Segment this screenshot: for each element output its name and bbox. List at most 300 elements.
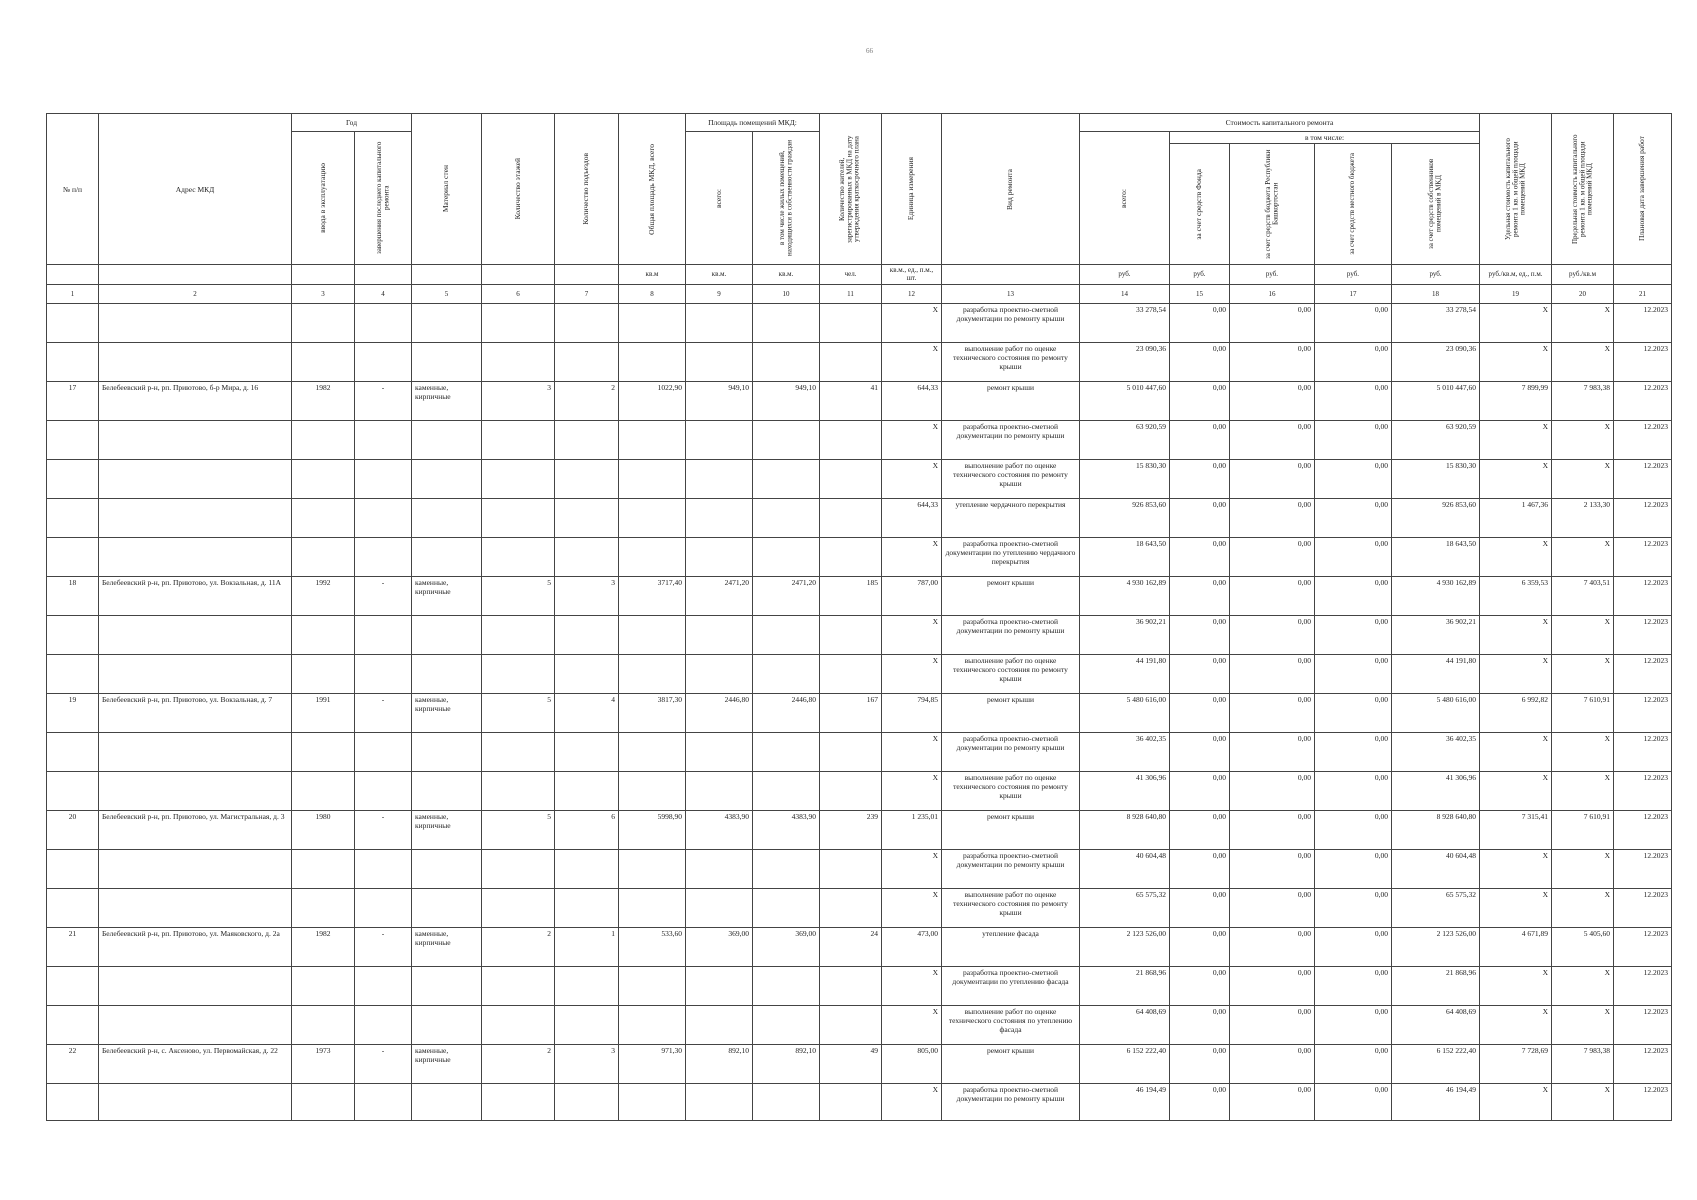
year-repair-cell bbox=[355, 1005, 412, 1044]
cost-total-cell: 4 930 162,89 bbox=[1080, 576, 1170, 615]
residents-cell bbox=[820, 342, 882, 381]
work-type-cell: ремонт крыши bbox=[942, 810, 1080, 849]
header-max-cost: Предельная стоимость капитального ремонта 1 кв. м общей площади помещений МКД bbox=[1552, 114, 1614, 265]
total-area-cell bbox=[619, 303, 686, 342]
unit-cell: руб. bbox=[1080, 265, 1170, 285]
cost-total-cell: 5 480 616,00 bbox=[1080, 693, 1170, 732]
budget-local-cell: 0,00 bbox=[1315, 1005, 1392, 1044]
area-total-cell bbox=[686, 654, 753, 693]
total-area-cell bbox=[619, 1005, 686, 1044]
address-cell bbox=[99, 732, 292, 771]
planned-date-cell: 12.2023 bbox=[1614, 693, 1672, 732]
row-number bbox=[47, 615, 99, 654]
address-cell bbox=[99, 771, 292, 810]
area-total-cell: 369,00 bbox=[686, 927, 753, 966]
total-area-cell bbox=[619, 966, 686, 1005]
planned-date-cell: 12.2023 bbox=[1614, 342, 1672, 381]
area-residential-cell: 4383,90 bbox=[753, 810, 820, 849]
floors-cell bbox=[482, 1005, 555, 1044]
work-type-cell: ремонт крыши bbox=[942, 381, 1080, 420]
row-number bbox=[47, 654, 99, 693]
max-cost-cell: 5 405,60 bbox=[1552, 927, 1614, 966]
header-budget-local: за счет средств местного бюджета bbox=[1315, 144, 1392, 265]
entrances-cell bbox=[555, 1083, 619, 1120]
budget-rb-cell: 0,00 bbox=[1230, 1005, 1315, 1044]
header-unit-cost: Удельная стоимость капитального ремонта 1 кв. м общей площади помещений МКД bbox=[1480, 114, 1552, 265]
residents-cell bbox=[820, 498, 882, 537]
fund-cell: 0,00 bbox=[1170, 1083, 1230, 1120]
area-residential-cell: 369,00 bbox=[753, 927, 820, 966]
area-residential-cell: 2471,20 bbox=[753, 576, 820, 615]
col-number: 17 bbox=[1315, 284, 1392, 303]
address-cell: Белебеевский р-н, рп. Приютово, ул. Магистральная, д. 3 bbox=[99, 810, 292, 849]
budget-local-cell: 0,00 bbox=[1315, 1044, 1392, 1083]
planned-date-cell: 12.2023 bbox=[1614, 771, 1672, 810]
cost-total-cell: 64 408,69 bbox=[1080, 1005, 1170, 1044]
owners-cell: 63 920,59 bbox=[1392, 420, 1480, 459]
budget-rb-cell: 0,00 bbox=[1230, 1083, 1315, 1120]
quantity-cell: X bbox=[882, 615, 942, 654]
owners-cell: 33 278,54 bbox=[1392, 303, 1480, 342]
area-residential-cell bbox=[753, 1005, 820, 1044]
planned-date-cell: 12.2023 bbox=[1614, 615, 1672, 654]
work-type-cell: разработка проектно-сметной документации по ремонту крыши bbox=[942, 420, 1080, 459]
wall-material-cell bbox=[412, 498, 482, 537]
row-number bbox=[47, 732, 99, 771]
owners-cell: 2 123 526,00 bbox=[1392, 927, 1480, 966]
total-area-cell bbox=[619, 849, 686, 888]
year-repair-cell bbox=[355, 342, 412, 381]
work-type-cell: выполнение работ по оценке технического состояния по ремонту крыши bbox=[942, 654, 1080, 693]
cost-total-cell: 2 123 526,00 bbox=[1080, 927, 1170, 966]
table-row bbox=[47, 537, 1672, 576]
unit-cell: кв.м. bbox=[753, 265, 820, 285]
entrances-cell bbox=[555, 1005, 619, 1044]
unit-cost-cell: X bbox=[1480, 849, 1552, 888]
planned-date-cell: 12.2023 bbox=[1614, 966, 1672, 1005]
residents-cell bbox=[820, 615, 882, 654]
planned-date-cell: 12.2023 bbox=[1614, 1083, 1672, 1120]
budget-rb-cell: 0,00 bbox=[1230, 732, 1315, 771]
planned-date-cell: 12.2023 bbox=[1614, 732, 1672, 771]
entrances-cell bbox=[555, 849, 619, 888]
table-row bbox=[47, 1044, 1672, 1083]
capital-repair-plan-table bbox=[46, 113, 1672, 1121]
total-area-cell bbox=[619, 420, 686, 459]
table-row bbox=[47, 342, 1672, 381]
area-residential-cell bbox=[753, 303, 820, 342]
quantity-cell: 794,85 bbox=[882, 693, 942, 732]
floors-cell: 2 bbox=[482, 1044, 555, 1083]
area-total-cell bbox=[686, 537, 753, 576]
total-area-cell bbox=[619, 888, 686, 927]
unit-cost-cell: X bbox=[1480, 732, 1552, 771]
entrances-cell bbox=[555, 888, 619, 927]
unit-cell: кв.м. bbox=[686, 265, 753, 285]
quantity-cell: X bbox=[882, 459, 942, 498]
year-commission-cell bbox=[292, 888, 355, 927]
fund-cell: 0,00 bbox=[1170, 303, 1230, 342]
unit-cost-cell: X bbox=[1480, 615, 1552, 654]
year-commission-cell bbox=[292, 303, 355, 342]
owners-cell: 46 194,49 bbox=[1392, 1083, 1480, 1120]
unit-cost-cell: X bbox=[1480, 1005, 1552, 1044]
col-number: 7 bbox=[555, 284, 619, 303]
cost-total-cell: 21 868,96 bbox=[1080, 966, 1170, 1005]
area-residential-cell bbox=[753, 732, 820, 771]
work-type-cell: разработка проектно-сметной документации по ремонту крыши bbox=[942, 303, 1080, 342]
header-num: № п/п bbox=[47, 114, 99, 265]
table-row bbox=[47, 771, 1672, 810]
planned-date-cell: 12.2023 bbox=[1614, 810, 1672, 849]
floors-cell bbox=[482, 459, 555, 498]
budget-rb-cell: 0,00 bbox=[1230, 927, 1315, 966]
quantity-cell: 1 235,01 bbox=[882, 810, 942, 849]
unit-cell: чел. bbox=[820, 265, 882, 285]
total-area-cell bbox=[619, 732, 686, 771]
area-total-cell bbox=[686, 498, 753, 537]
budget-local-cell: 0,00 bbox=[1315, 654, 1392, 693]
col-number: 15 bbox=[1170, 284, 1230, 303]
col-number: 13 bbox=[942, 284, 1080, 303]
address-cell bbox=[99, 537, 292, 576]
row-number bbox=[47, 888, 99, 927]
year-commission-cell: 1980 bbox=[292, 810, 355, 849]
wall-material-cell bbox=[412, 1005, 482, 1044]
area-total-cell bbox=[686, 732, 753, 771]
owners-cell: 65 575,32 bbox=[1392, 888, 1480, 927]
owners-cell: 23 090,36 bbox=[1392, 342, 1480, 381]
header-year-last-repair: завершения последнего капитального ремонта bbox=[355, 132, 412, 265]
planned-date-cell: 12.2023 bbox=[1614, 654, 1672, 693]
residents-cell bbox=[820, 459, 882, 498]
entrances-cell bbox=[555, 342, 619, 381]
budget-local-cell: 0,00 bbox=[1315, 732, 1392, 771]
total-area-cell bbox=[619, 654, 686, 693]
fund-cell: 0,00 bbox=[1170, 498, 1230, 537]
max-cost-cell: X bbox=[1552, 615, 1614, 654]
wall-material-cell bbox=[412, 732, 482, 771]
wall-material-cell: каменные, кирпичные bbox=[412, 1044, 482, 1083]
budget-local-cell: 0,00 bbox=[1315, 771, 1392, 810]
header-area-total: всего: bbox=[686, 132, 753, 265]
area-total-cell: 2446,80 bbox=[686, 693, 753, 732]
area-total-cell bbox=[686, 303, 753, 342]
col-number: 16 bbox=[1230, 284, 1315, 303]
row-number bbox=[47, 342, 99, 381]
work-type-cell: выполнение работ по оценке технического состояния по ремонту крыши bbox=[942, 888, 1080, 927]
area-residential-cell: 2446,80 bbox=[753, 693, 820, 732]
header-year-group: Год bbox=[292, 114, 412, 132]
table-row bbox=[47, 654, 1672, 693]
fund-cell: 0,00 bbox=[1170, 927, 1230, 966]
wall-material-cell bbox=[412, 459, 482, 498]
entrances-cell bbox=[555, 654, 619, 693]
cost-total-cell: 63 920,59 bbox=[1080, 420, 1170, 459]
area-total-cell bbox=[686, 966, 753, 1005]
max-cost-cell: 7 983,38 bbox=[1552, 1044, 1614, 1083]
area-residential-cell bbox=[753, 342, 820, 381]
floors-cell bbox=[482, 888, 555, 927]
budget-local-cell: 0,00 bbox=[1315, 303, 1392, 342]
budget-local-cell: 0,00 bbox=[1315, 693, 1392, 732]
budget-rb-cell: 0,00 bbox=[1230, 966, 1315, 1005]
area-total-cell bbox=[686, 459, 753, 498]
max-cost-cell: X bbox=[1552, 849, 1614, 888]
area-total-cell bbox=[686, 615, 753, 654]
budget-local-cell: 0,00 bbox=[1315, 1083, 1392, 1120]
total-area-cell bbox=[619, 771, 686, 810]
address-cell bbox=[99, 888, 292, 927]
fund-cell: 0,00 bbox=[1170, 1005, 1230, 1044]
budget-rb-cell: 0,00 bbox=[1230, 342, 1315, 381]
wall-material-cell: каменные, кирпичные bbox=[412, 693, 482, 732]
quantity-cell: 644,33 bbox=[882, 498, 942, 537]
total-area-cell: 3817,30 bbox=[619, 693, 686, 732]
residents-cell: 239 bbox=[820, 810, 882, 849]
fund-cell: 0,00 bbox=[1170, 537, 1230, 576]
fund-cell: 0,00 bbox=[1170, 576, 1230, 615]
table-row bbox=[47, 849, 1672, 888]
floors-cell bbox=[482, 654, 555, 693]
address-cell bbox=[99, 654, 292, 693]
budget-local-cell: 0,00 bbox=[1315, 927, 1392, 966]
unit-cell: руб./кв.м, ед., п.м. bbox=[1480, 265, 1552, 285]
budget-rb-cell: 0,00 bbox=[1230, 1044, 1315, 1083]
header-entrances: Количество подъездов bbox=[555, 114, 619, 265]
total-area-cell: 1022,90 bbox=[619, 381, 686, 420]
table-row bbox=[47, 732, 1672, 771]
fund-cell: 0,00 bbox=[1170, 615, 1230, 654]
planned-date-cell: 12.2023 bbox=[1614, 420, 1672, 459]
entrances-cell: 3 bbox=[555, 576, 619, 615]
year-repair-cell: - bbox=[355, 693, 412, 732]
floors-cell bbox=[482, 303, 555, 342]
work-type-cell: выполнение работ по оценке технического состояния по утеплению фасада bbox=[942, 1005, 1080, 1044]
max-cost-cell: X bbox=[1552, 420, 1614, 459]
year-commission-cell bbox=[292, 615, 355, 654]
owners-cell: 15 830,30 bbox=[1392, 459, 1480, 498]
wall-material-cell: каменные, кирпичные bbox=[412, 810, 482, 849]
unit-cost-cell: X bbox=[1480, 303, 1552, 342]
owners-cell: 4 930 162,89 bbox=[1392, 576, 1480, 615]
col-number: 5 bbox=[412, 284, 482, 303]
row-number bbox=[47, 303, 99, 342]
residents-cell bbox=[820, 654, 882, 693]
fund-cell: 0,00 bbox=[1170, 771, 1230, 810]
cost-total-cell: 36 902,21 bbox=[1080, 615, 1170, 654]
owners-cell: 21 868,96 bbox=[1392, 966, 1480, 1005]
entrances-cell bbox=[555, 966, 619, 1005]
owners-cell: 36 402,35 bbox=[1392, 732, 1480, 771]
floors-cell bbox=[482, 966, 555, 1005]
year-repair-cell bbox=[355, 888, 412, 927]
area-total-cell: 892,10 bbox=[686, 1044, 753, 1083]
year-commission-cell bbox=[292, 1083, 355, 1120]
quantity-cell: X bbox=[882, 303, 942, 342]
unit-cost-cell: 6 992,82 bbox=[1480, 693, 1552, 732]
address-cell bbox=[99, 420, 292, 459]
budget-local-cell: 0,00 bbox=[1315, 537, 1392, 576]
planned-date-cell: 12.2023 bbox=[1614, 576, 1672, 615]
year-repair-cell: - bbox=[355, 1044, 412, 1083]
owners-cell: 41 306,96 bbox=[1392, 771, 1480, 810]
cost-total-cell: 44 191,80 bbox=[1080, 654, 1170, 693]
year-repair-cell: - bbox=[355, 927, 412, 966]
col-number: 20 bbox=[1552, 284, 1614, 303]
total-area-cell bbox=[619, 498, 686, 537]
budget-rb-cell: 0,00 bbox=[1230, 576, 1315, 615]
year-commission-cell bbox=[292, 498, 355, 537]
budget-local-cell: 0,00 bbox=[1315, 420, 1392, 459]
area-residential-cell bbox=[753, 849, 820, 888]
unit-cost-cell: X bbox=[1480, 537, 1552, 576]
budget-rb-cell: 0,00 bbox=[1230, 654, 1315, 693]
entrances-cell bbox=[555, 537, 619, 576]
header-cost-total: всего: bbox=[1080, 132, 1170, 265]
year-commission-cell bbox=[292, 771, 355, 810]
entrances-cell: 2 bbox=[555, 381, 619, 420]
table-row bbox=[47, 498, 1672, 537]
floors-cell: 5 bbox=[482, 693, 555, 732]
year-repair-cell bbox=[355, 1083, 412, 1120]
header-budget-rb: за счет средств бюджета Республики Башкортостан bbox=[1230, 144, 1315, 265]
area-residential-cell bbox=[753, 498, 820, 537]
planned-date-cell: 12.2023 bbox=[1614, 1044, 1672, 1083]
max-cost-cell: 2 133,30 bbox=[1552, 498, 1614, 537]
entrances-cell bbox=[555, 420, 619, 459]
total-area-cell: 971,30 bbox=[619, 1044, 686, 1083]
work-type-cell: разработка проектно-сметной документации по ремонту крыши bbox=[942, 1083, 1080, 1120]
area-residential-cell: 949,10 bbox=[753, 381, 820, 420]
floors-cell bbox=[482, 342, 555, 381]
total-area-cell: 533,60 bbox=[619, 927, 686, 966]
owners-cell: 64 408,69 bbox=[1392, 1005, 1480, 1044]
max-cost-cell: 7 610,91 bbox=[1552, 693, 1614, 732]
budget-rb-cell: 0,00 bbox=[1230, 303, 1315, 342]
unit-cell: руб. bbox=[1315, 265, 1392, 285]
area-total-cell: 2471,20 bbox=[686, 576, 753, 615]
header-address: Адрес МКД bbox=[99, 114, 292, 265]
col-number: 10 bbox=[753, 284, 820, 303]
year-repair-cell: - bbox=[355, 576, 412, 615]
area-residential-cell bbox=[753, 537, 820, 576]
row-number bbox=[47, 1005, 99, 1044]
unit-cost-cell: 4 671,89 bbox=[1480, 927, 1552, 966]
area-residential-cell bbox=[753, 771, 820, 810]
unit-cost-cell: 6 359,53 bbox=[1480, 576, 1552, 615]
fund-cell: 0,00 bbox=[1170, 849, 1230, 888]
address-cell bbox=[99, 498, 292, 537]
cost-total-cell: 46 194,49 bbox=[1080, 1083, 1170, 1120]
table-row bbox=[47, 615, 1672, 654]
year-commission-cell bbox=[292, 459, 355, 498]
year-repair-cell bbox=[355, 420, 412, 459]
year-commission-cell bbox=[292, 1005, 355, 1044]
unit-cost-cell: X bbox=[1480, 888, 1552, 927]
unit-cost-cell: X bbox=[1480, 1083, 1552, 1120]
residents-cell bbox=[820, 966, 882, 1005]
fund-cell: 0,00 bbox=[1170, 693, 1230, 732]
year-repair-cell bbox=[355, 459, 412, 498]
row-number: 17 bbox=[47, 381, 99, 420]
fund-cell: 0,00 bbox=[1170, 654, 1230, 693]
year-repair-cell: - bbox=[355, 381, 412, 420]
area-total-cell: 4383,90 bbox=[686, 810, 753, 849]
fund-cell: 0,00 bbox=[1170, 459, 1230, 498]
row-number: 18 bbox=[47, 576, 99, 615]
year-commission-cell bbox=[292, 654, 355, 693]
floors-cell bbox=[482, 849, 555, 888]
budget-rb-cell: 0,00 bbox=[1230, 615, 1315, 654]
floors-cell bbox=[482, 537, 555, 576]
table-row bbox=[47, 303, 1672, 342]
unit-cell: руб. bbox=[1170, 265, 1230, 285]
header-residents: Количество жителей, зарегистрированных в МКД на дату утверждения краткосрочного плана bbox=[820, 114, 882, 265]
work-type-cell: разработка проектно-сметной документации по утеплению чердачного перекрытия bbox=[942, 537, 1080, 576]
work-type-cell: выполнение работ по оценке технического состояния по ремонту крыши bbox=[942, 771, 1080, 810]
header-area-group: Площадь помещений МКД: bbox=[686, 114, 820, 132]
residents-cell: 167 bbox=[820, 693, 882, 732]
year-repair-cell bbox=[355, 303, 412, 342]
max-cost-cell: 7 403,51 bbox=[1552, 576, 1614, 615]
table-body bbox=[47, 303, 1672, 1120]
area-total-cell bbox=[686, 420, 753, 459]
table-row bbox=[47, 888, 1672, 927]
area-residential-cell bbox=[753, 615, 820, 654]
budget-local-cell: 0,00 bbox=[1315, 381, 1392, 420]
residents-cell bbox=[820, 1083, 882, 1120]
budget-local-cell: 0,00 bbox=[1315, 810, 1392, 849]
quantity-cell: X bbox=[882, 849, 942, 888]
budget-local-cell: 0,00 bbox=[1315, 966, 1392, 1005]
budget-rb-cell: 0,00 bbox=[1230, 537, 1315, 576]
year-commission-cell: 1992 bbox=[292, 576, 355, 615]
planned-date-cell: 12.2023 bbox=[1614, 537, 1672, 576]
address-cell: Белебеевский р-н, с. Аксеново, ул. Первомайская, д. 22 bbox=[99, 1044, 292, 1083]
max-cost-cell: 7 610,91 bbox=[1552, 810, 1614, 849]
max-cost-cell: X bbox=[1552, 459, 1614, 498]
floors-cell bbox=[482, 615, 555, 654]
budget-local-cell: 0,00 bbox=[1315, 576, 1392, 615]
address-cell bbox=[99, 342, 292, 381]
quantity-cell: X bbox=[882, 732, 942, 771]
total-area-cell bbox=[619, 537, 686, 576]
header-wall-material: Материал стен bbox=[412, 114, 482, 265]
year-repair-cell bbox=[355, 771, 412, 810]
header-owners: за счет средств собственников помещений в МКД bbox=[1392, 144, 1480, 265]
budget-local-cell: 0,00 bbox=[1315, 498, 1392, 537]
units-row bbox=[47, 265, 1672, 285]
row-number bbox=[47, 1083, 99, 1120]
area-total-cell bbox=[686, 888, 753, 927]
table-row bbox=[47, 381, 1672, 420]
budget-local-cell: 0,00 bbox=[1315, 849, 1392, 888]
max-cost-cell: X bbox=[1552, 888, 1614, 927]
unit-cost-cell: X bbox=[1480, 459, 1552, 498]
row-number bbox=[47, 459, 99, 498]
unit-cost-cell: X bbox=[1480, 420, 1552, 459]
wall-material-cell bbox=[412, 966, 482, 1005]
wall-material-cell bbox=[412, 537, 482, 576]
year-repair-cell bbox=[355, 498, 412, 537]
wall-material-cell bbox=[412, 420, 482, 459]
unit-cell: кв.м bbox=[619, 265, 686, 285]
total-area-cell: 5998,90 bbox=[619, 810, 686, 849]
entrances-cell: 6 bbox=[555, 810, 619, 849]
year-commission-cell bbox=[292, 732, 355, 771]
header-work-type: Вид ремонта bbox=[942, 114, 1080, 265]
